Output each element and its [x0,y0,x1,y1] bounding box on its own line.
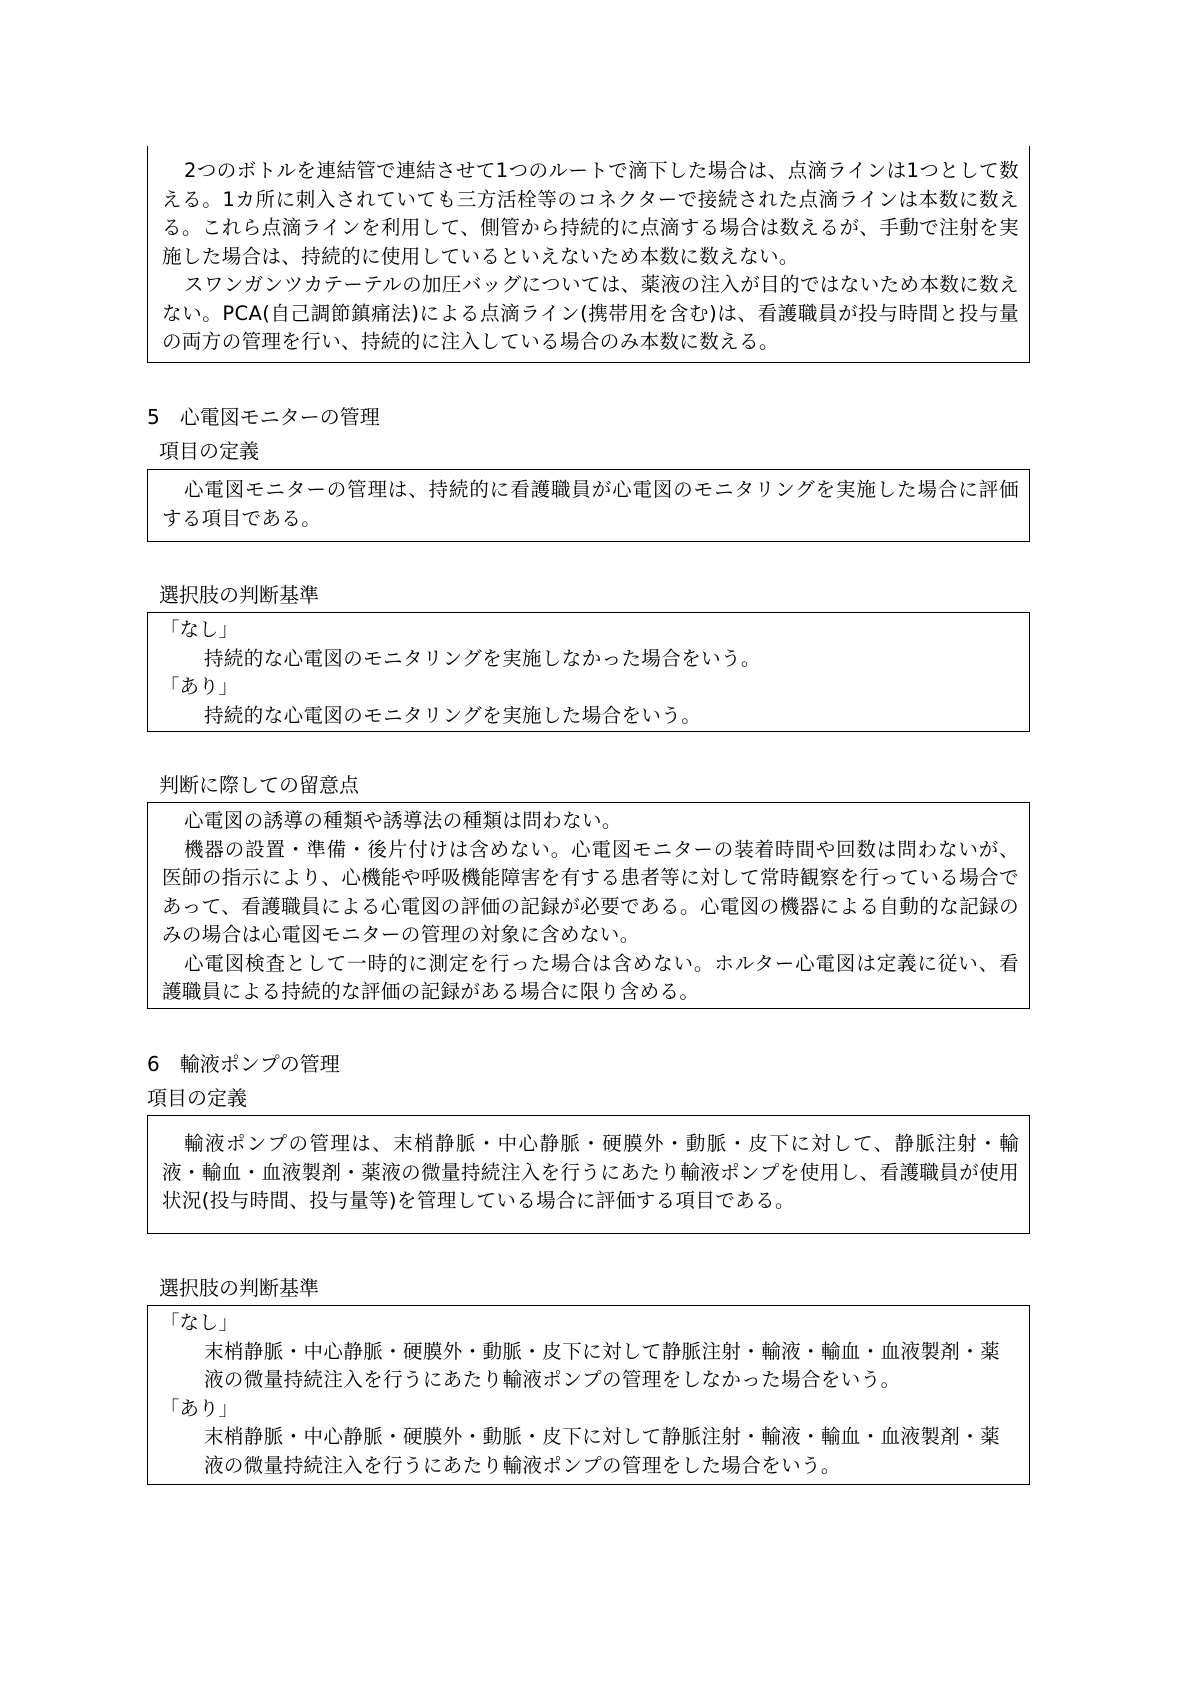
section6-criteria-heading: 選択肢の判断基準 [159,1276,319,1300]
criteria-yes-text: 末梢静脈・中心静脈・硬膜外・動脈・皮下に対して静脈注射・輸液・輸血・血液製剤・薬液の微量持続注入を行うにあたり輸液ポンプの管理をした場合をいう。 [204,1425,1001,1477]
section4-note-paragraph: スワンガンツカテーテルの加圧バッグについては、薬液の注入が目的ではないため本数に数えない。PCA(自己調節鎮痛法)による点滴ライン(携帯用を含む)は、看護職員が投与時間と投与量の両方の管理を行い、持続的に注入している場合のみ本数に数える。 [162,273,1019,353]
criteria-none-label: 「なし」 [160,618,239,641]
section5-note-paragraph: 心電図検査として一時的に測定を行った場合は含めない。ホルター心電図は定義に従い、看護職員による持続的な評価の記録がある場合に限り含める。 [162,951,1019,1003]
section5-definition-text: 心電図モニターの管理は、持続的に看護職員が心電図のモニタリングを実施した場合に評価する項目である。 [162,478,1019,530]
section6-title: 6 輸液ポンプの管理 [147,1052,340,1076]
section5-criteria-heading: 選択肢の判断基準 [159,583,319,607]
criteria-none-label: 「なし」 [160,1311,239,1334]
section5-notes-box [147,802,1030,1009]
section6-definition-text: 輸液ポンプの管理は、末梢静脈・中心静脈・硬膜外・動脈・皮下に対して、静脈注射・輸液・輸血・血液製剤・薬液の微量持続注入を行うにあたり輸液ポンプを使用し、看護職員が使用状況(投与時間、投与量等)を管理している場合に評価する項目である。 [162,1132,1019,1212]
criteria-none-text: 持続的な心電図のモニタリングを実施しなかった場合をいう。 [204,646,761,670]
section5-definition-box [147,469,1030,542]
section4-notes-box [147,146,1030,363]
criteria-yes-text: 持続的な心電図のモニタリングを実施した場合をいう。 [204,703,702,727]
section5-criteria-box [147,612,1030,732]
criteria-none-text: 末梢静脈・中心静脈・硬膜外・動脈・皮下に対して静脈注射・輸液・輸血・血液製剤・薬液の微量持続注入を行うにあたり輸液ポンプの管理をしなかった場合をいう。 [204,1339,1001,1391]
section5-notes-heading: 判断に際しての留意点 [159,773,359,797]
section5-note-paragraph: 機器の設置・準備・後片付けは含めない。心電図モニターの装着時間や回数は問わないが、医師の指示により、心機能や呼吸機能障害を有する患者等に対して常時観察を行っている場合であって、看護職員による心電図の評価の記録が必要である。心電図の機器による自動的な記録のみの場合は心電図モニターの管理の対象に含めない。 [162,837,1019,946]
section5-definition-heading: 項目の定義 [159,439,259,463]
section6-criteria-box [147,1305,1030,1485]
section5-title: 5 心電図モニターの管理 [147,405,380,429]
section6-definition-box [147,1115,1030,1234]
criteria-yes-label: 「あり」 [160,675,239,698]
section6-definition-heading: 項目の定義 [147,1086,247,1110]
criteria-yes-label: 「あり」 [160,1396,239,1420]
section4-note-paragraph: 2つのボトルを連結管で連結させて1つのルートで滴下した場合は、点滴ラインは1つとして数える。1カ所に刺入されていても三方活栓等のコネクターで接続された点滴ラインは本数に数える。これら点滴ラインを利用して、側管から持続的に点滴する場合は数えるが、手動で注射を実施した場合は、持続的に使用しているといえないため本数に数えない。 [162,159,1019,268]
section5-note-paragraph: 心電図の誘導の種類や誘導法の種類は問わない。 [184,809,622,832]
